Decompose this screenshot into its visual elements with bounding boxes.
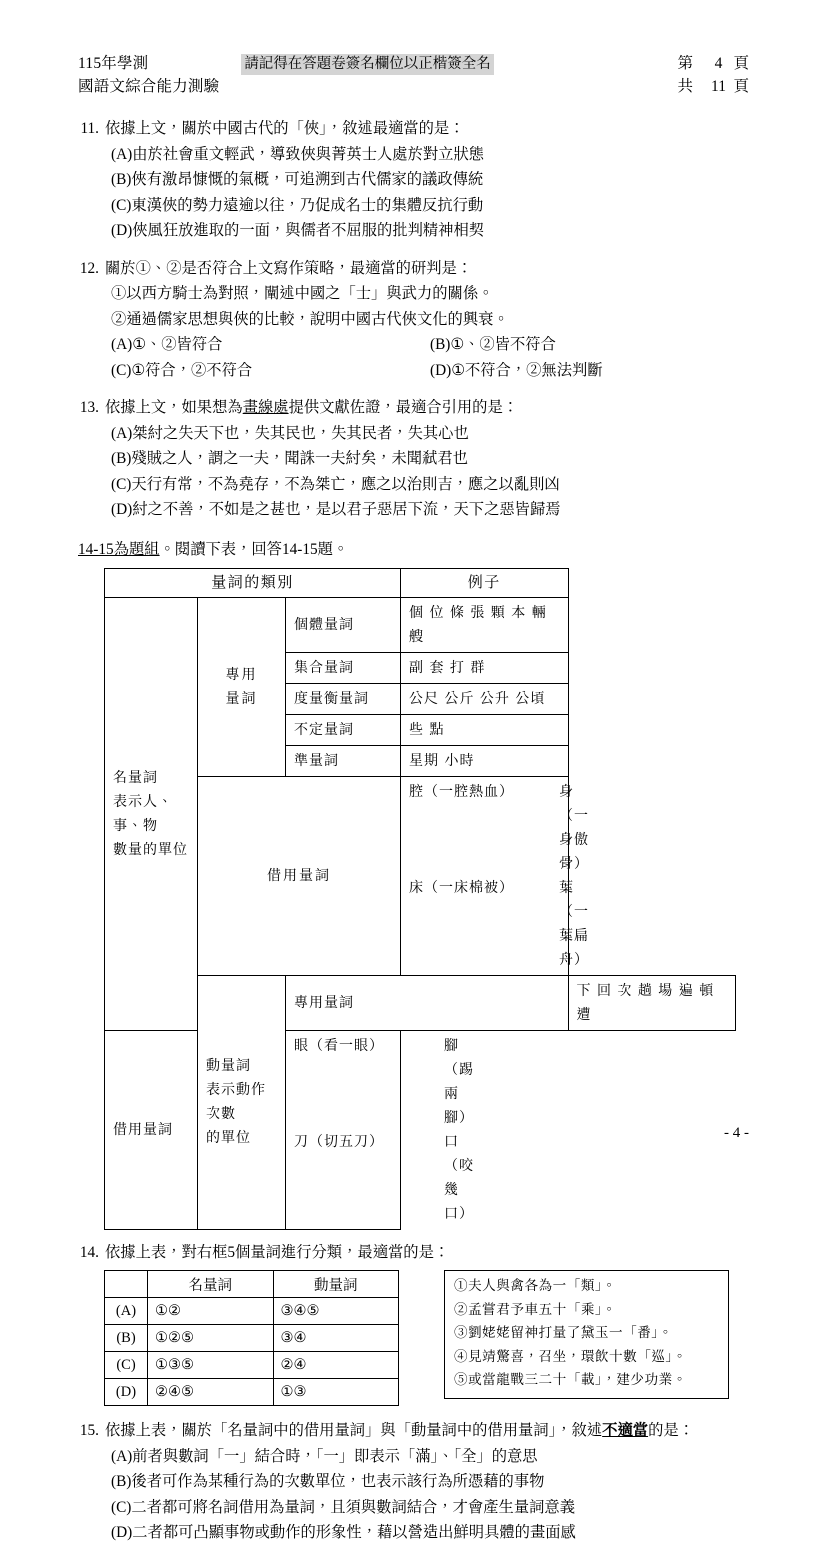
question-13-number: 13. bbox=[79, 399, 99, 416]
borrowed-example-line-1 bbox=[294, 1034, 474, 1130]
answer-label-a: (A) bbox=[105, 1298, 148, 1325]
question-12-options-row-2 bbox=[111, 358, 749, 384]
answer-d-verb: ①③ bbox=[273, 1379, 399, 1406]
header-quantifier-category: 量詞的類別 bbox=[105, 568, 401, 597]
question-11-option-c[interactable]: (C)東漢俠的勢力遠逾以往，乃促成名士的集體反抗行動 bbox=[111, 196, 484, 214]
question-15-option-c[interactable]: (C)二者都可將名詞借用為量詞，且須與數詞結合，才會產生量詞意義 bbox=[111, 1498, 576, 1516]
total-number: 11 bbox=[711, 78, 726, 95]
question-14-content bbox=[104, 1270, 749, 1406]
question-12-option-a[interactable]: (A)①、②皆符合 bbox=[111, 336, 223, 353]
answer-header-verb-quantifier: 動量詞 bbox=[273, 1271, 399, 1298]
question-15-option-d[interactable]: (D)二者都可凸顯事物或動作的形象性，藉以營造出鮮明具體的畫面感 bbox=[111, 1524, 576, 1541]
subgroup-special-quantifier bbox=[198, 597, 286, 776]
borrowed-example-right: 葉（一葉扁舟） bbox=[559, 879, 589, 968]
answer-a-noun: ①② bbox=[148, 1298, 274, 1325]
sentence-item-3: ③劉姥姥留神打量了黛玉一「番」。 bbox=[454, 1325, 673, 1341]
answer-b-noun: ①②⑤ bbox=[148, 1325, 274, 1352]
question-11 bbox=[78, 116, 749, 244]
question-12-stem bbox=[78, 256, 749, 282]
quantifier-examples: 個 位 條 張 顆 本 輛 艘 bbox=[401, 597, 569, 652]
question-group-header bbox=[78, 537, 749, 562]
verb-borrowed-quantifier-label: 借用量詞 bbox=[105, 1030, 286, 1229]
question-14-number: 14. bbox=[79, 1243, 99, 1261]
total-pages-row bbox=[677, 75, 749, 98]
question-12-options-row-1 bbox=[111, 332, 749, 358]
answer-b-verb: ③④ bbox=[273, 1325, 399, 1352]
table-header-row bbox=[105, 1271, 399, 1298]
question-15-option-b[interactable]: (B)後者可作為某種行為的次數單位，也表示該行為所憑藉的事物 bbox=[111, 1473, 545, 1490]
sentence-item-2: ②孟嘗君予車五十「乘」。 bbox=[454, 1301, 617, 1318]
verb-special-quantifier-label: 專用量詞 bbox=[286, 975, 569, 1030]
answer-label-b: (B) bbox=[105, 1325, 148, 1352]
current-page-row bbox=[677, 52, 749, 75]
exam-year: 115年學測 bbox=[78, 55, 149, 72]
page-label: 第 bbox=[677, 55, 693, 72]
question-14 bbox=[78, 1240, 749, 1266]
question-11-option-d[interactable]: (D)俠風狂放進取的一面，與儒者不屈服的批判精神相契 bbox=[111, 222, 485, 239]
question-13-stem-post: 提供文獻佐證，最適合引用的是： bbox=[288, 399, 519, 416]
table-row bbox=[105, 1030, 736, 1229]
question-13-stem bbox=[78, 395, 749, 421]
question-15-emphasis: 不適當 bbox=[602, 1422, 649, 1439]
question-13-option-a[interactable]: (A)桀紂之失天下也，失其民也，失其民者，失其心也 bbox=[111, 424, 469, 442]
answer-header-blank bbox=[105, 1271, 148, 1298]
quantifier-type: 度量衡量詞 bbox=[286, 683, 401, 714]
question-12-text: 關於①、②是否符合上文寫作策略，最適當的研判是： bbox=[105, 259, 473, 277]
question-12 bbox=[78, 256, 749, 384]
exam-subject: 國語文綜合能力測驗 bbox=[78, 78, 220, 95]
subgroup-special-quantifier-line-2: 量詞 bbox=[225, 690, 258, 707]
table-header-row bbox=[105, 568, 736, 597]
sentence-item-4: ④見靖驚喜，召坐，環飲十數「巡」。 bbox=[454, 1348, 687, 1365]
category-noun-quantifier-title: 名量詞 bbox=[113, 769, 158, 786]
question-15-stem-post: 的是： bbox=[648, 1422, 694, 1439]
question-15-option-a[interactable]: (A)前者與數詞「一」結合時，「一」即表示「滿」、「全」的意思 bbox=[111, 1447, 538, 1465]
question-13-option-b[interactable]: (B)殘賊之人，謂之一夫，聞誅一夫紂矣，未聞弒君也 bbox=[111, 450, 468, 467]
total-unit: 頁 bbox=[733, 78, 749, 95]
question-13 bbox=[78, 395, 749, 523]
answer-c-verb: ②④ bbox=[273, 1352, 399, 1379]
subgroup-special-quantifier-line-1: 專用 bbox=[225, 666, 258, 683]
page-counter bbox=[677, 52, 749, 98]
question-15-stem bbox=[78, 1418, 749, 1444]
answer-header-noun-quantifier: 名量詞 bbox=[148, 1271, 274, 1298]
question-14-sentence-box bbox=[444, 1270, 729, 1399]
question-13-option-d[interactable]: (D)紂之不善，不如是之甚也，是以君子惡居下流，天下之惡皆歸焉 bbox=[111, 501, 561, 518]
category-verb-quantifier-title: 動量詞 bbox=[206, 1058, 251, 1074]
page-number: 4 bbox=[714, 55, 723, 72]
answer-a-verb: ③④⑤ bbox=[273, 1298, 399, 1325]
question-group-text: 。閱讀下表，回答14-15題。 bbox=[159, 540, 349, 558]
table-row[interactable] bbox=[105, 1352, 399, 1379]
question-15-stem-pre: 依據上表，關於「名量詞中的借用量詞」與「動量詞中的借用量詞」，敘述 bbox=[105, 1422, 603, 1439]
sentence-item-1: ①夫人與禽各為一「類」。 bbox=[454, 1278, 617, 1294]
question-14-text: 依據上表，對右框5個量詞進行分類，最適當的是： bbox=[105, 1243, 450, 1261]
quantifier-examples: 公尺 公斤 公升 公頃 bbox=[401, 683, 569, 714]
page-header bbox=[78, 52, 749, 104]
question-11-option-b[interactable]: (B)俠有激昂慷慨的氣概，可追溯到古代儒家的議政傳統 bbox=[111, 171, 484, 188]
question-11-number: 11. bbox=[80, 120, 99, 137]
table-row bbox=[105, 597, 736, 652]
question-14-stem bbox=[78, 1240, 749, 1266]
question-14-answer-table bbox=[104, 1270, 399, 1406]
question-13-underlined-term: 畫線處 bbox=[242, 399, 289, 416]
question-15 bbox=[78, 1418, 749, 1546]
table-row[interactable] bbox=[105, 1379, 399, 1406]
question-11-text: 依據上文，關於中國古代的「俠」，敘述最適當的是： bbox=[105, 120, 465, 137]
quantifier-classification-table bbox=[104, 568, 736, 1230]
borrowed-example-line-1 bbox=[409, 780, 589, 876]
quantifier-examples: 副 套 打 群 bbox=[401, 652, 569, 683]
exam-identity bbox=[78, 52, 219, 98]
category-verb-quantifier-desc-2: 的單位 bbox=[206, 1130, 251, 1146]
question-11-option-a[interactable]: (A)由於社會重文輕武，導致俠與菁英士人處於對立狀態 bbox=[111, 145, 485, 163]
quantifier-type: 集合量詞 bbox=[286, 652, 401, 683]
total-label: 共 bbox=[677, 78, 693, 95]
question-12-item-1: ①以西方騎士為對照，闡述中國之「士」與武力的關係。 bbox=[111, 284, 494, 302]
quantifier-examples: 星期 小時 bbox=[401, 745, 569, 776]
borrowed-example-left: 眼（看一眼） bbox=[294, 1037, 384, 1054]
signature-notice: 請記得在答題卷簽名欄位以正楷簽全名 bbox=[241, 54, 494, 75]
question-group-label: 14-15為題組 bbox=[78, 540, 160, 558]
borrowed-example-left: 床（一床棉被） bbox=[409, 879, 514, 896]
page-footer: - 4 - bbox=[724, 1125, 749, 1141]
quantifier-type: 個體量詞 bbox=[286, 597, 401, 652]
sentence-item-5: ⑤或當龍戰三二十「載」，建少功業。 bbox=[454, 1372, 687, 1388]
question-12-option-b[interactable]: (B)①、②皆不符合 bbox=[430, 336, 556, 353]
quantifier-examples: 些 點 bbox=[401, 714, 569, 745]
verb-borrowed-quantifier-examples bbox=[286, 1030, 474, 1229]
answer-d-noun: ②④⑤ bbox=[148, 1379, 274, 1406]
category-noun-quantifier bbox=[105, 597, 198, 1030]
table-row bbox=[105, 975, 736, 1030]
table-row[interactable] bbox=[105, 1325, 399, 1352]
question-13-text bbox=[105, 395, 749, 421]
borrowed-example-left: 腔（一腔熱血） bbox=[409, 783, 514, 800]
table-row[interactable] bbox=[105, 1298, 399, 1325]
borrowed-quantifier-examples bbox=[401, 776, 589, 975]
category-noun-quantifier-desc-2: 數量的單位 bbox=[113, 841, 188, 858]
category-noun-quantifier-desc-1: 表示人、事、物 bbox=[113, 793, 173, 834]
answer-label-d: (D) bbox=[105, 1379, 148, 1406]
quantifier-type: 不定量詞 bbox=[286, 714, 401, 745]
borrowed-example-right: 腳（踢兩腳） bbox=[444, 1037, 474, 1126]
table-row bbox=[105, 776, 736, 975]
question-13-option-c[interactable]: (C)天行有常，不為堯存，不為桀亡，應之以治則吉，應之以亂則凶 bbox=[111, 475, 560, 493]
question-15-number: 15. bbox=[79, 1422, 99, 1439]
question-12-item-2: ②通過儒家思想與俠的比較，說明中國古代俠文化的興衰。 bbox=[111, 309, 509, 328]
answer-c-noun: ①③⑤ bbox=[148, 1352, 274, 1379]
borrowed-example-right: 身（一身傲骨） bbox=[559, 783, 589, 872]
question-12-number: 12. bbox=[79, 259, 99, 277]
question-13-stem-pre: 依據上文，如果想為 bbox=[105, 399, 243, 416]
quantifier-type: 準量詞 bbox=[286, 745, 401, 776]
header-examples: 例子 bbox=[401, 568, 569, 597]
question-12-option-c[interactable]: (C)①符合，②不符合 bbox=[111, 361, 253, 379]
subgroup-borrowed-quantifier: 借用量詞 bbox=[198, 776, 401, 975]
question-15-text bbox=[105, 1418, 749, 1444]
borrowed-example-right: 口（咬幾口） bbox=[444, 1133, 474, 1222]
question-12-option-d[interactable]: (D)①不符合，②無法判斷 bbox=[430, 361, 603, 379]
category-verb-quantifier-desc-1: 表示動作次數 bbox=[206, 1082, 266, 1122]
page-unit: 頁 bbox=[733, 55, 749, 72]
borrowed-example-line-2 bbox=[294, 1130, 474, 1226]
verb-special-quantifier-examples: 下 回 次 趟 場 遍 頓 遭 bbox=[568, 975, 736, 1030]
question-11-stem bbox=[78, 116, 749, 142]
answer-label-c: (C) bbox=[105, 1352, 148, 1379]
borrowed-example-left: 刀（切五刀） bbox=[294, 1133, 384, 1150]
borrowed-example-line-2 bbox=[409, 876, 589, 972]
